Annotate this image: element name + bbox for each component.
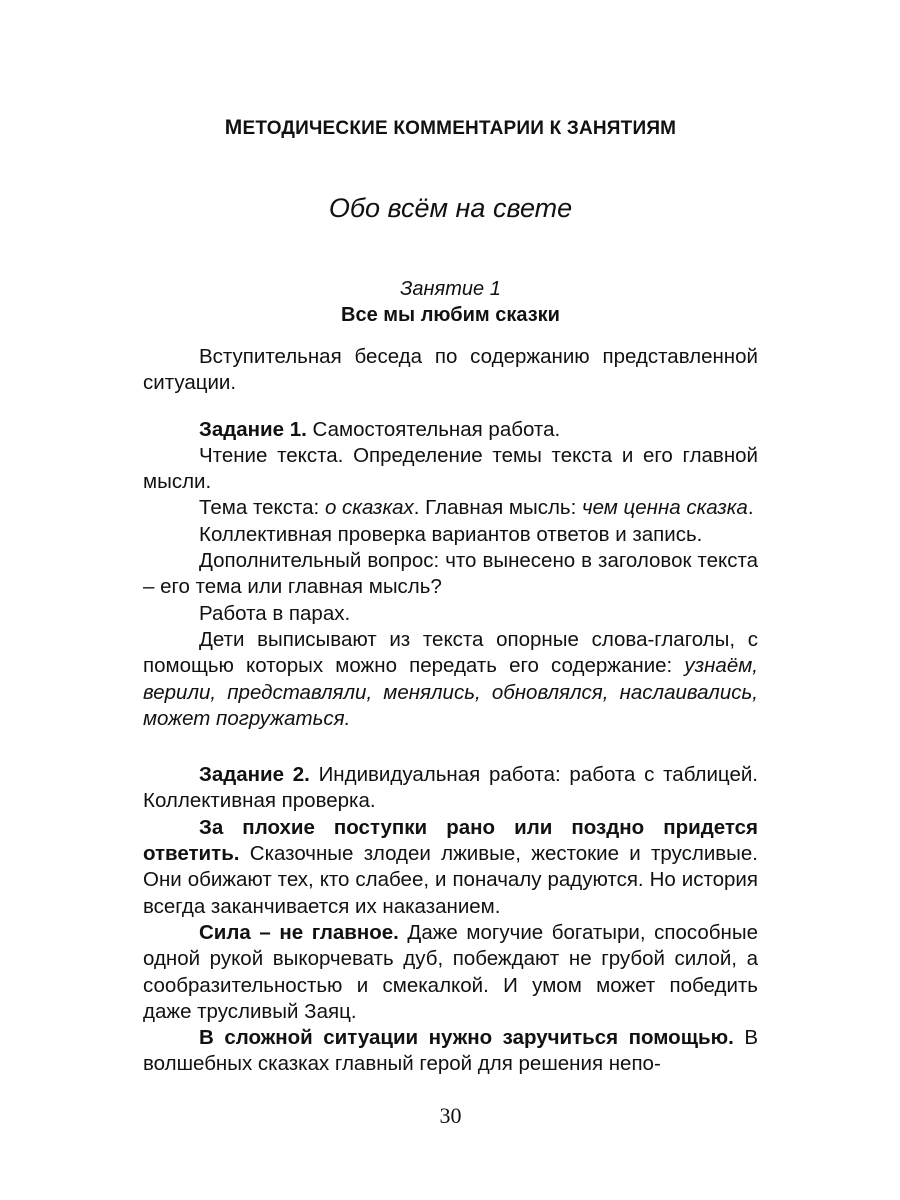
theme-value: о сказках	[324, 496, 414, 520]
body-text	[143, 344, 758, 1078]
book-page	[143, 0, 758, 1200]
task-1-label: Задание 1.	[199, 417, 307, 441]
running-header	[143, 116, 758, 140]
paragraph-task-2	[143, 762, 758, 815]
task-2-text: Индивидуальная работа: работа с таблицей. Коллективная проверка.	[143, 763, 758, 813]
main-idea-lead: . Главная мысль:	[413, 496, 583, 520]
main-idea-value: чем ценна сказка	[582, 496, 748, 520]
paragraph-check: Коллективная проверка вариантов ответов и запись.	[199, 522, 703, 546]
paragraph-theme	[143, 495, 758, 521]
children-words: узнаём, верили, представляли, менялись, обновлялся, наслаивались, может погружаться.	[143, 654, 758, 730]
help-text: В волшебных сказках главный герой для решения непо-	[143, 1026, 758, 1076]
main-idea-end: .	[747, 496, 754, 520]
paragraph-children	[143, 627, 758, 732]
paragraph-bad-deeds	[143, 815, 758, 920]
lesson-title: Все мы любим сказки	[341, 304, 560, 326]
theme-lead: Тема текста:	[199, 496, 325, 520]
task-1-text: Самостоятельная работа.	[306, 417, 561, 441]
paragraph-pairs: Работа в парах.	[199, 601, 351, 625]
bad-deeds-text: Сказочные злодеи лживые, жестокие и трусливые. Они обижают тех, кто слабее, и поначалу радуются. Но история всегда заканчивается их наказанием.	[143, 842, 758, 918]
section-title: Обо всём на свете	[328, 193, 573, 223]
task-2-label: Задание 2.	[199, 763, 310, 787]
paragraph-reading: Чтение текста. Определение темы текста и его главной мысли.	[143, 443, 758, 494]
paragraph-task-1	[143, 417, 758, 443]
paragraph-help	[143, 1025, 758, 1078]
bad-deeds-heading: За плохие поступки рано или поздно придется ответить.	[143, 815, 758, 866]
paragraph-strength	[143, 920, 758, 1025]
page-number: 30	[439, 1103, 462, 1128]
paragraph-intro: Вступительная беседа по содержанию представленной ситуации.	[143, 345, 758, 395]
header-first-letter: М	[224, 116, 243, 139]
help-heading: В сложной ситуации нужно заручиться помощью.	[199, 1026, 734, 1050]
children-lead: Дети выписывают из текста опорные слова-глаголы, с помощью которых можно передать его содержание:	[143, 627, 758, 678]
strength-text: Даже могучие богатыри, способные одной рукой выкорчевать дуб, побеждают не грубой силой, а сообразительностью и смекалкой. И умом может победить даже трусливый Заяц.	[143, 920, 758, 1023]
header-rest: ЕТОДИЧЕСКИЕ КОММЕНТАРИИ К ЗАНЯТИЯМ	[242, 118, 677, 139]
paragraph-extra-question: Дополнительный вопрос: что вынесено в заголовок текста – его тема или главная мысль?	[143, 549, 758, 599]
lesson-number: Занятие 1	[400, 278, 501, 300]
strength-heading: Сила – не главное.	[199, 920, 399, 944]
